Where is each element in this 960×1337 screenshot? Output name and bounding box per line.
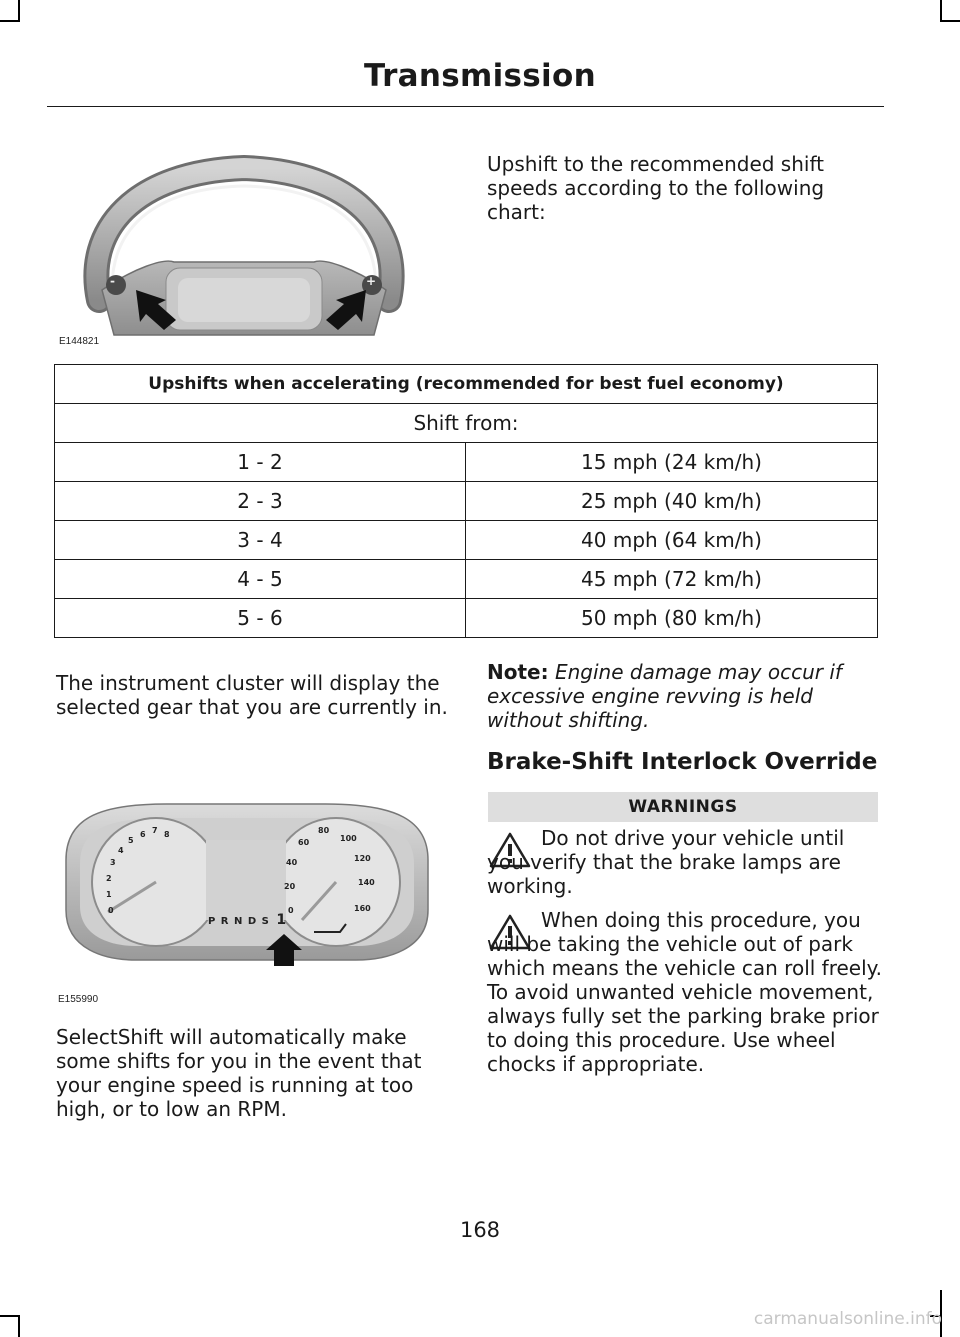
page-number: 168 <box>459 1218 501 1242</box>
tach-tick-label: 3 <box>110 858 116 867</box>
steering-wheel-illustration <box>54 150 434 350</box>
gear-cell: 1 - 2 <box>55 443 466 482</box>
speed-cell: 15 mph (24 km/h) <box>466 443 878 482</box>
crop-mark <box>18 1315 20 1337</box>
warning-1-text: Do not drive your vehicle until you verify that the brake lamps are working. <box>487 826 845 898</box>
paddle-plus-label: + <box>366 274 377 288</box>
selectshift-paragraph: SelectShift will automatically make some shifts for you in the event that your engine speed is running at too high, or to low an RPM. <box>56 1025 422 1121</box>
gear-indicator <box>208 912 287 928</box>
speed-tick-label: 140 <box>358 878 375 887</box>
tach-tick-label: 0 <box>108 906 114 915</box>
title-divider <box>47 106 884 107</box>
crop-mark <box>940 0 942 22</box>
warning-2-text: When doing this procedure, you will be taking the vehicle out of park which means the vehicle can roll freely. To avoid unwanted vehicle movement, always fully set the parking brake prior to doing this procedure. Use wheel chocks if appropriate. <box>487 908 882 1076</box>
section-heading: Brake-Shift Interlock Override <box>487 749 878 775</box>
speed-cell: 25 mph (40 km/h) <box>466 482 878 521</box>
gear-cell: 3 - 4 <box>55 521 466 560</box>
speed-tick-label: 20 <box>284 882 296 891</box>
speed-cell: 45 mph (72 km/h) <box>466 560 878 599</box>
tach-tick-label: 8 <box>164 830 170 839</box>
gear-range-text: P R N D S <box>208 916 270 927</box>
table-row <box>55 482 878 521</box>
selected-gear: 1 <box>276 912 288 928</box>
table-title: Upshifts when accelerating (recommended for best fuel economy) <box>55 365 878 404</box>
tach-tick-label: 4 <box>118 846 124 855</box>
figure-id-steering: E144821 <box>59 336 100 347</box>
tach-tick-label: 1 <box>106 890 112 899</box>
intro-paragraph: Upshift to the recommended shift speeds according to the following chart: <box>487 152 825 224</box>
cluster-illustration <box>56 800 436 972</box>
note <box>487 660 882 732</box>
crop-mark <box>18 0 20 22</box>
speed-cell: 40 mph (64 km/h) <box>466 521 878 560</box>
tach-tick-label: 7 <box>152 826 158 835</box>
crop-mark <box>0 1315 20 1317</box>
tach-tick-label: 6 <box>140 830 146 839</box>
speed-tick-label: 100 <box>340 834 357 843</box>
steering-wheel-figure <box>54 150 434 350</box>
table-title-row <box>55 365 878 404</box>
speed-tick-label: 60 <box>298 838 310 847</box>
note-text: Engine damage may occur if excessive engine revving is held without shifting. <box>487 660 842 732</box>
speed-tick-label: 160 <box>354 904 371 913</box>
cluster-paragraph: The instrument cluster will display the selected gear that you are currently in. <box>56 671 448 719</box>
speed-tick-label: 80 <box>318 826 330 835</box>
tach-tick-label: 2 <box>106 874 112 883</box>
speed-cell: 50 mph (80 km/h) <box>466 599 878 638</box>
gear-cell: 4 - 5 <box>55 560 466 599</box>
figure-id-cluster: E155990 <box>58 994 99 1005</box>
table-row <box>55 443 878 482</box>
page-title: Transmission <box>364 58 596 94</box>
crop-mark <box>0 20 20 22</box>
table-row <box>55 521 878 560</box>
watermark: carmanualsonline.info <box>753 1309 942 1329</box>
paddle-minus-label: - <box>110 274 115 288</box>
gear-cell: 2 - 3 <box>55 482 466 521</box>
note-label: Note: <box>487 660 549 684</box>
table-row <box>55 560 878 599</box>
table-subheader-row <box>55 404 878 443</box>
gear-cell: 5 - 6 <box>55 599 466 638</box>
speed-tick-label: 40 <box>286 858 298 867</box>
tach-tick-label: 5 <box>128 836 134 845</box>
crop-mark <box>940 20 960 22</box>
instrument-cluster-figure <box>56 800 436 972</box>
speed-tick-label: 120 <box>354 854 371 863</box>
warnings-header: WARNINGS <box>488 792 878 822</box>
table-subheader: Shift from: <box>55 404 878 443</box>
upshift-table <box>54 364 878 638</box>
speed-tick-label: 0 <box>288 906 294 915</box>
table-row <box>55 599 878 638</box>
